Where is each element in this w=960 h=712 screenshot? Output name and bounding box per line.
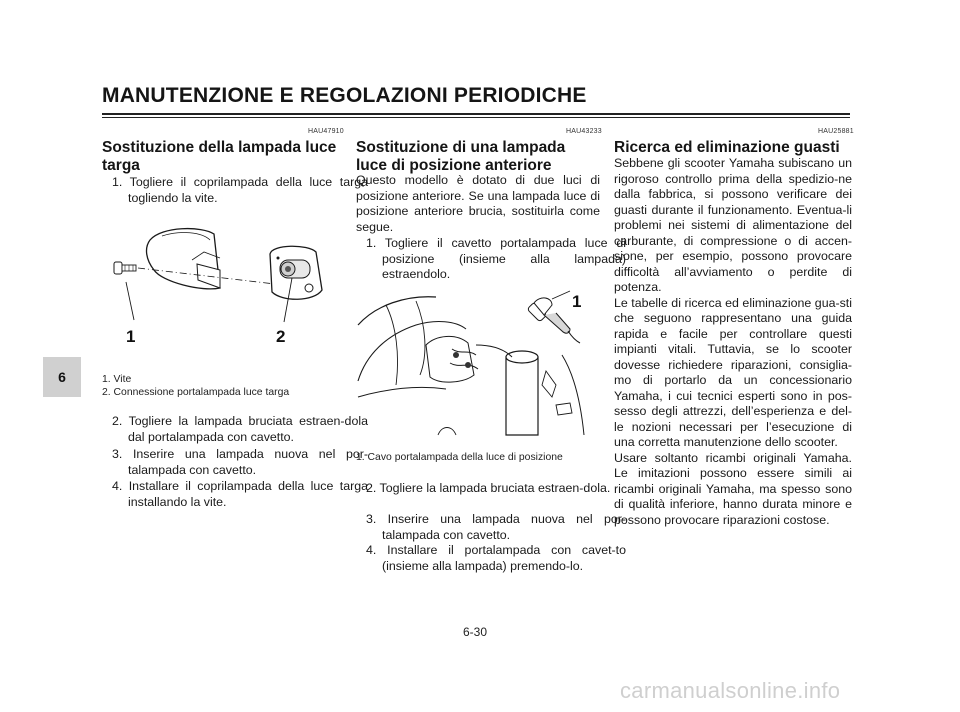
position-light-figure <box>356 285 600 443</box>
chapter-tab: 6 <box>43 357 81 397</box>
paragraph: Usare soltanto ricambi originali Yamaha. Le imitazioni possono essere simili ai ricambi originali Yamaha, ma spesso sono di qualità inferiore, hanno durata minore e possono provocare riparazioni costose. <box>614 450 852 527</box>
watermark: carmanualsonline.info <box>620 678 841 703</box>
heading-line: luce di posizione anteriore <box>356 157 552 174</box>
heading-line: Sostituzione di una lampada <box>356 139 566 156</box>
section-heading: Ricerca ed eliminazione guasti <box>614 139 840 156</box>
paragraph: Sebbene gli scooter Yamaha subiscano un rigoroso controllo prima della spedizio-ne dalla fabbrica, si possono verificare dei guasti durante il funzionamento. Eventua-li problemi nei sistemi di alimentazione del carburante, di compressione o di accen-sione, per esempio, possono provocare difficoltà all’avviamento o perdite di potenza. <box>614 156 852 294</box>
step-4: 4. Installare il coprilampada della luce targa installando la vite. <box>112 479 368 509</box>
callout-1: 1 <box>126 327 136 346</box>
caption-line: 1. Vite <box>102 374 132 385</box>
page-number: 6-30 <box>463 625 488 639</box>
section-code: HAU25881 <box>818 128 854 135</box>
step-3: 3. Inserire una lampada nuova nel por-talampada con cavetto. <box>112 447 368 477</box>
step-1: 1. Togliere il cavetto portalampada luce di posizione (insieme alla lampada) estraendolo. <box>366 236 626 281</box>
paragraph: Le tabelle di ricerca ed eliminazione gua-sti che seguono rappresentano una guida rapida e facile per controllare questi impianti vitali. Tuttavia, se lo scooter dovesse richiedere riparazioni, consiglia-mo di portarlo da un concessionario Yamaha, i cui tecnici esperti sono in pos-sesso degli attrezzi, dell’esperienza e del-le nozioni necessari per l’esecuzione di una corretta manutenzione dello scooter. <box>614 295 852 449</box>
heading-line: targa <box>102 157 140 174</box>
screw-icon <box>114 262 136 274</box>
section-code: HAU43233 <box>566 128 602 135</box>
license-light-figure <box>102 218 342 368</box>
caption-line: 2. Connessione portalampada luce targa <box>102 386 290 398</box>
step-2: 2. Togliere la lampada bruciata estraen-dola. <box>366 481 611 495</box>
intro-paragraph: Questo modello è dotato di due luci di posizione anteriore. Se una lampada luce di posizione anteriore brucia, sostituirla come segue. <box>356 173 600 234</box>
title-rule <box>102 113 850 115</box>
section-code: HAU47910 <box>308 128 344 135</box>
page-title: MANUTENZIONE E REGOLAZIONI PERIODICHE <box>102 84 587 107</box>
title-rule-thin <box>102 117 850 118</box>
troubleshooting-text <box>614 156 852 528</box>
figure-caption: 1. Cavo portalampada della luce di posizione <box>356 452 563 463</box>
step-2: 2. Togliere la lampada bruciata estraen-dola dal portalampada con cavetto. <box>112 414 368 444</box>
heading-line: Sostituzione della lampada luce <box>102 139 337 156</box>
step-3: 3. Inserire una lampada nuova nel por-talampada con cavetto. <box>366 512 626 542</box>
step-4: 4. Installare il portalampada con cavet-to (insieme alla lampada) premendo-lo. <box>366 543 626 573</box>
section-heading <box>102 139 347 175</box>
section-heading <box>356 139 600 175</box>
callout-1: 1 <box>572 292 582 311</box>
callout-2: 2 <box>276 327 286 346</box>
step-1: 1. Togliere il coprilampada della luce targa togliendo la vite. <box>112 175 368 205</box>
figure-caption <box>102 374 342 399</box>
